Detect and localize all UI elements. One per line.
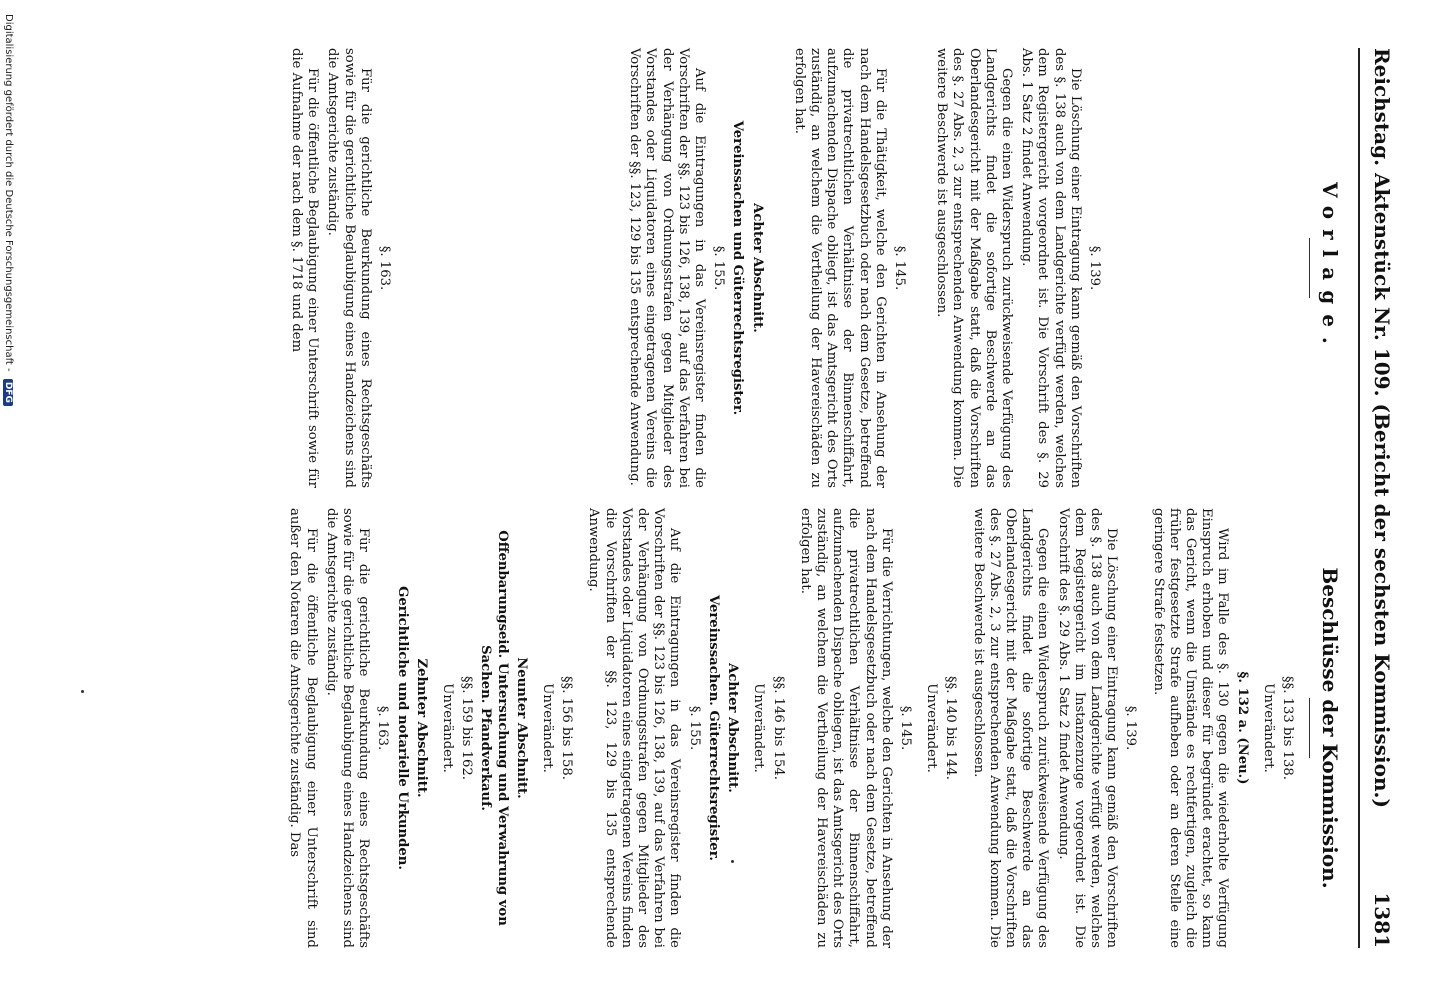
section-number: §. 139. xyxy=(1123,705,1139,751)
header-title: Reichstag. Aktenstück Nr. 109. (Bericht der sechsten Kommission.) xyxy=(1370,48,1394,808)
chapter-subtitle: Gerichtliche und notarielle Urkunden. xyxy=(394,586,410,870)
section-range: §§. 159 bis 162. xyxy=(459,676,475,780)
credit-text: Digitalisierung gefördert durch die Deutsche Forschungsgemeinschaft - xyxy=(3,14,14,372)
paragraph: Für die Verrichtungen, welche den Gerichten in Ansehung der nach dem Handelsgesetzbuch oder nach dem Gesetze, betreffend die privatrechtlichen Verhältnisse der Binnenschiffahrt, aufzumachenden Dispache obliegen, ist das Amtsgericht des Orts zuständig, an welchem die Vertheilung der Havereischäden zu erfolgen hat. xyxy=(797,508,894,948)
paragraph: Gegen die einen Widerspruch zurückweisende Verfügung des Landgerichts findet die sofortige Beschwerde an das Oberlandesgericht mit der Maßgabe statt, daß die Vorschriften des §. 27 Abs. 2, 3 zur entsprechenden Anwendung kommen. Die weitere Beschwerde ist ausgeschlossen. xyxy=(970,508,1051,948)
section-number: §. 163. xyxy=(376,245,392,291)
section-number: §. 145. xyxy=(897,705,913,751)
right-heading-rule xyxy=(1309,698,1310,758)
section-number: §. 155. xyxy=(686,705,702,751)
chapter-title: Neunter Abschnitt. xyxy=(513,657,529,799)
chapter-subtitle: Vereinssachen. Güterrechtsregister. xyxy=(705,594,721,862)
left-heading-rule xyxy=(1309,238,1310,298)
unchanged-note: Unverändert. xyxy=(751,683,767,773)
chapter-title: Achter Abschnitt. xyxy=(749,203,765,333)
digitization-credit xyxy=(3,14,14,406)
dfg-logo: DFG xyxy=(3,379,13,406)
section-range: §§. 156 bis 158. xyxy=(559,676,575,780)
paragraph: Wird im Falle des §. 130 gegen die wiederholte Verfügung Einspruch erhoben und dieser für begründet erachtet, so kann das Gericht, wenn die Umstände es rechtfertigen, zugleich die früher festgesetzte Strafe aufheben oder an deren Stelle eine geringere Strafe festsetzen. xyxy=(1150,508,1231,948)
paragraph: Auf die Eintragungen in das Vereinsregister finden die Vorschriften der §§. 123 bis 126, 138, 139, auf das Verfahren bei der Verhängung von Ordnungsstrafen gegen Mitglieder des Vorstandes oder Liquidatoren eines eingetragenen Vereins die Vorschriften der §§. 123, 129 bis 135 entsprechende Anwendung. xyxy=(627,48,707,488)
section-number: §. 139. xyxy=(1087,245,1102,291)
unchanged-note: Unverändert. xyxy=(440,683,456,773)
left-column-heading: Vorlage. xyxy=(1318,182,1342,354)
section-range: §§. 133 bis 138. xyxy=(1280,676,1295,780)
section-number: §. 155. xyxy=(711,245,727,291)
chapter-subtitle: Vereinssachen und Güterrechtsregister. xyxy=(730,120,746,416)
unchanged-note: Unverändert. xyxy=(924,683,940,773)
section-number: §. 163. xyxy=(375,705,391,751)
paragraph: Für die gerichtliche Beurkundung eines Rechtsgeschäfts sowie für die gerichtliche Beglaubigung eines Handzeichens sind die Amtsgerichte zuständig. xyxy=(323,508,372,948)
page-header xyxy=(1358,48,1394,948)
paragraph: Gegen die einen Widerspruch zurückweisende Verfügung des Landgerichts findet die sofortige Beschwerde an das Oberlandesgericht mit der Maßgabe statt, daß die Vorschriften des §. 27 Abs. 2, 3 zur entsprechenden Anwendung kommen. Die weitere Beschwerde ist ausgeschlossen. xyxy=(934,48,1014,488)
paragraph: Die Löschung einer Eintragung kann gemäß den Vorschriften des §. 138 auch von dem Landgerichte verfügt werden, welches dem Registergericht im Instanzenzuge vorgeordnet ist. Die Vorschrift des §. 29 Abs. 1 Satz 2 findet Anwendung. xyxy=(1055,508,1120,948)
section-number: §. 132 a. (Neu.) xyxy=(1234,671,1250,785)
paragraph: Für die öffentliche Beglaubigung einer Unterschrift sowie für die Aufnahme der nach dem §. 1718 und dem xyxy=(288,48,321,488)
chapter-subtitle: Offenbarungseid. Untersuchung und Verwahrung von Sachen. Pfandverkauf. xyxy=(478,530,510,926)
unchanged-note: Unverändert. xyxy=(540,683,556,773)
section-range: §§. 146 bis 154. xyxy=(770,676,786,780)
section-number: §. 145. xyxy=(891,245,907,291)
section-range: §§. 140 bis 144. xyxy=(943,676,959,780)
paragraph: Die Löschung einer Eintragung kann gemäß den Vorschriften des §. 138 auch von dem Landgerichte verfügt werden, welches dem Registergericht vorgeordnet ist. Die Vorschrift des §. 29 Abs. 1 Satz 2 findet Anwendung. xyxy=(1019,48,1083,488)
page-number: 1381 xyxy=(1370,892,1394,948)
paragraph: Für die Thätigkeit, welche den Gerichten in Ansehung der nach dem Handelsgesetzbuch oder nach dem Gesetze, betreffend die privatrechtlichen Verhältnisse der Binnenschiffahrt, aufzumachenden Dispache obliegt, ist das Amtsgericht des Orts zuständig, an welchem die Vertheilung der Havereischäden zu erfolgen hat. xyxy=(791,48,888,488)
left-column xyxy=(284,48,1302,488)
paragraph: Für die öffentliche Beglaubigung einer Unterschrift sind außer den Notaren die Amtsgerichte zuständig. Das xyxy=(287,508,319,948)
right-column-heading: Beschlüsse der Kommission. xyxy=(1318,567,1342,889)
paragraph: Auf die Eintragungen in das Vereinsregister finden die Vorschriften der §§. 123 bis 126, 138, 139, auf das Verfahren bei der Verhängung von Ordnungsstrafen gegen Mitglieder des Vorstandes oder Liquidatoren eines eingetragenen Vereins finden die Vorschriften der §§. 123, 129 bis 135 entsprechende Anwendung. xyxy=(586,508,683,948)
chapter-title: Achter Abschnitt. xyxy=(725,663,741,793)
unchanged-note: Unverändert. xyxy=(1260,683,1276,773)
paragraph: Für die gerichtliche Beurkundung eines Rechtsgeschäfts sowie für die gerichtliche Beglaubigung eines Handzeichens sind die Amtsgerichte zuständig. xyxy=(325,48,373,488)
print-speck xyxy=(731,860,734,863)
chapter-title: Zehnter Abschnitt. xyxy=(413,658,429,798)
print-speck xyxy=(81,690,84,693)
right-column xyxy=(282,508,1302,948)
